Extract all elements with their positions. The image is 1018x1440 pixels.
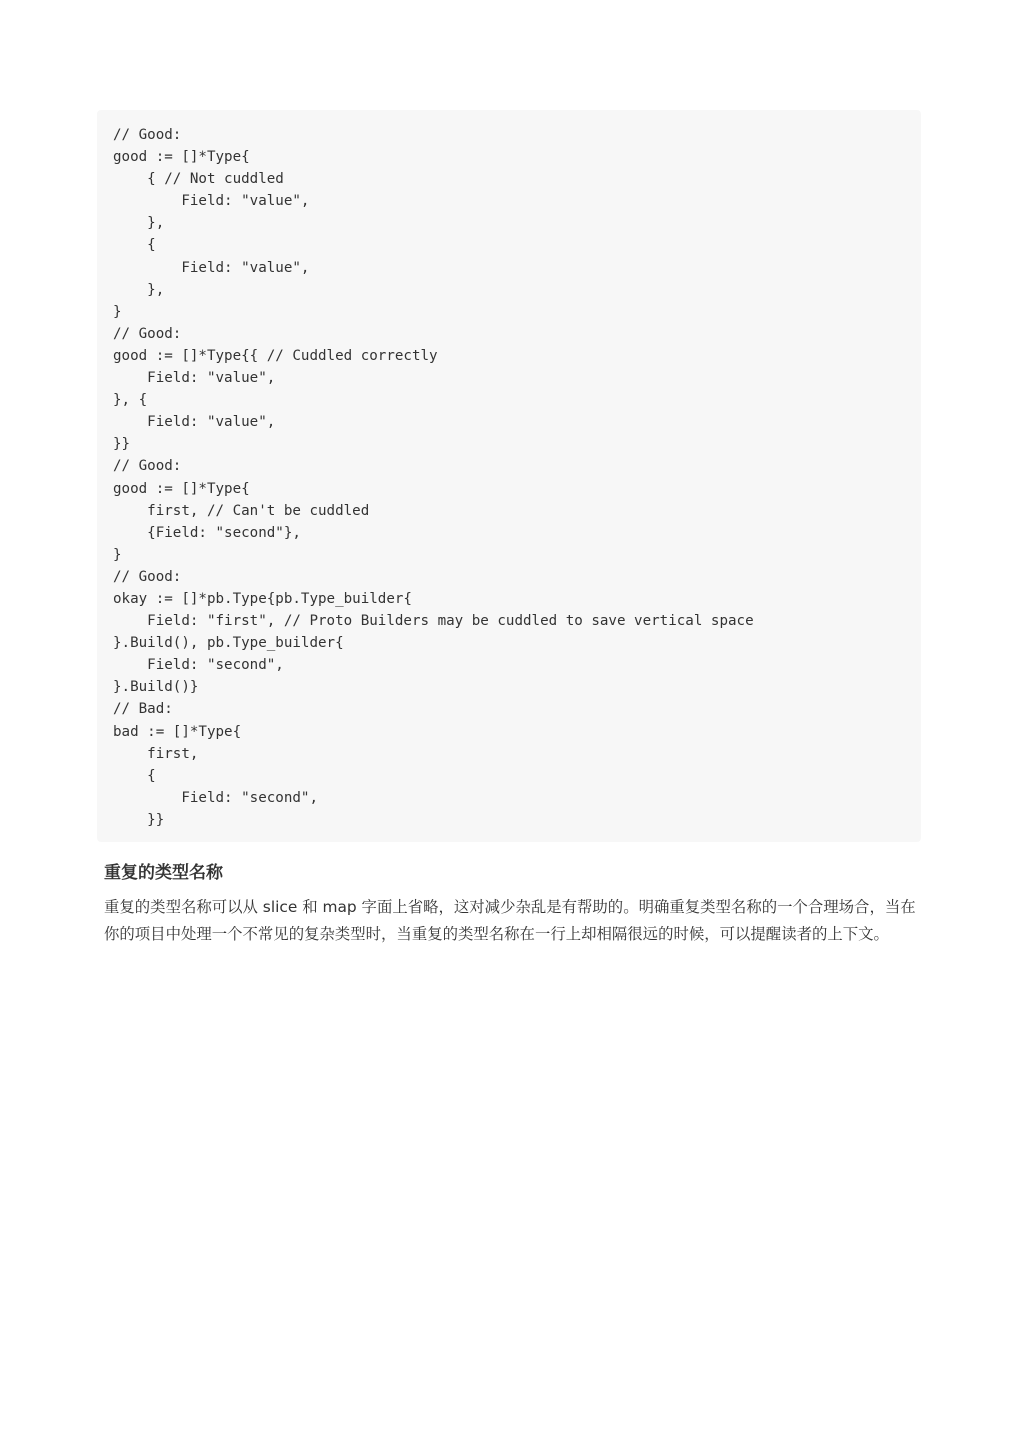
code-block (97, 110, 921, 842)
code-line: Field: "value", (113, 193, 310, 210)
code-line: }} (113, 436, 131, 453)
code-line: Field: "value", (113, 259, 310, 276)
code-line: Field: "second", (113, 789, 318, 806)
code-line: // Good: (113, 127, 182, 143)
code-line: okay := []*pb.Type{pb.Type_builder{ (113, 590, 412, 607)
code-line: }.Build(), pb.Type_builder{ (113, 635, 344, 652)
code-line: Field: "second", (113, 657, 284, 674)
code-line: bad := []*Type{ (113, 723, 242, 740)
code-line: { // Not cuddled (113, 171, 284, 188)
code-line: }} (113, 811, 165, 828)
code-line: } (113, 303, 122, 320)
code-line: // Good: (113, 458, 182, 475)
code-line: // Bad: (113, 701, 173, 718)
code-line: }.Build()} (113, 679, 199, 696)
code-line: { (113, 237, 156, 254)
section-heading: 重复的类型名称 (104, 863, 223, 883)
code-line: good := []*Type{ (113, 149, 250, 166)
code-line: first, // Can't be cuddled (113, 502, 370, 519)
code-line: // Good: (113, 568, 182, 585)
section-paragraph: 重复的类型名称可以从 slice 和 map 字面上省略，这对减少杂乱是有帮助的。明确重复类型名称的一个合理场合，当在你的项目中处理一个不常见的复杂类型时，当重复的类型名称在一行上却相隔很远的时候，可以提醒读者的上下文。 (104, 898, 916, 943)
code-line: Field: "value", (113, 414, 276, 431)
code-line: }, (113, 215, 165, 232)
code-line: // Good: (113, 325, 182, 342)
code-line: first, (113, 745, 199, 762)
code-line: } (113, 546, 122, 563)
code-line: { (113, 767, 156, 784)
code-line: good := []*Type{{ // Cuddled correctly (113, 347, 438, 364)
code-line: good := []*Type{ (113, 480, 250, 497)
code-line: }, (113, 281, 165, 298)
code-line: Field: "first", // Proto Builders may be cuddled to save vertical space (113, 613, 754, 630)
code-line: }, { (113, 392, 148, 409)
code-line: Field: "value", (113, 370, 276, 387)
code-line: {Field: "second"}, (113, 524, 301, 541)
